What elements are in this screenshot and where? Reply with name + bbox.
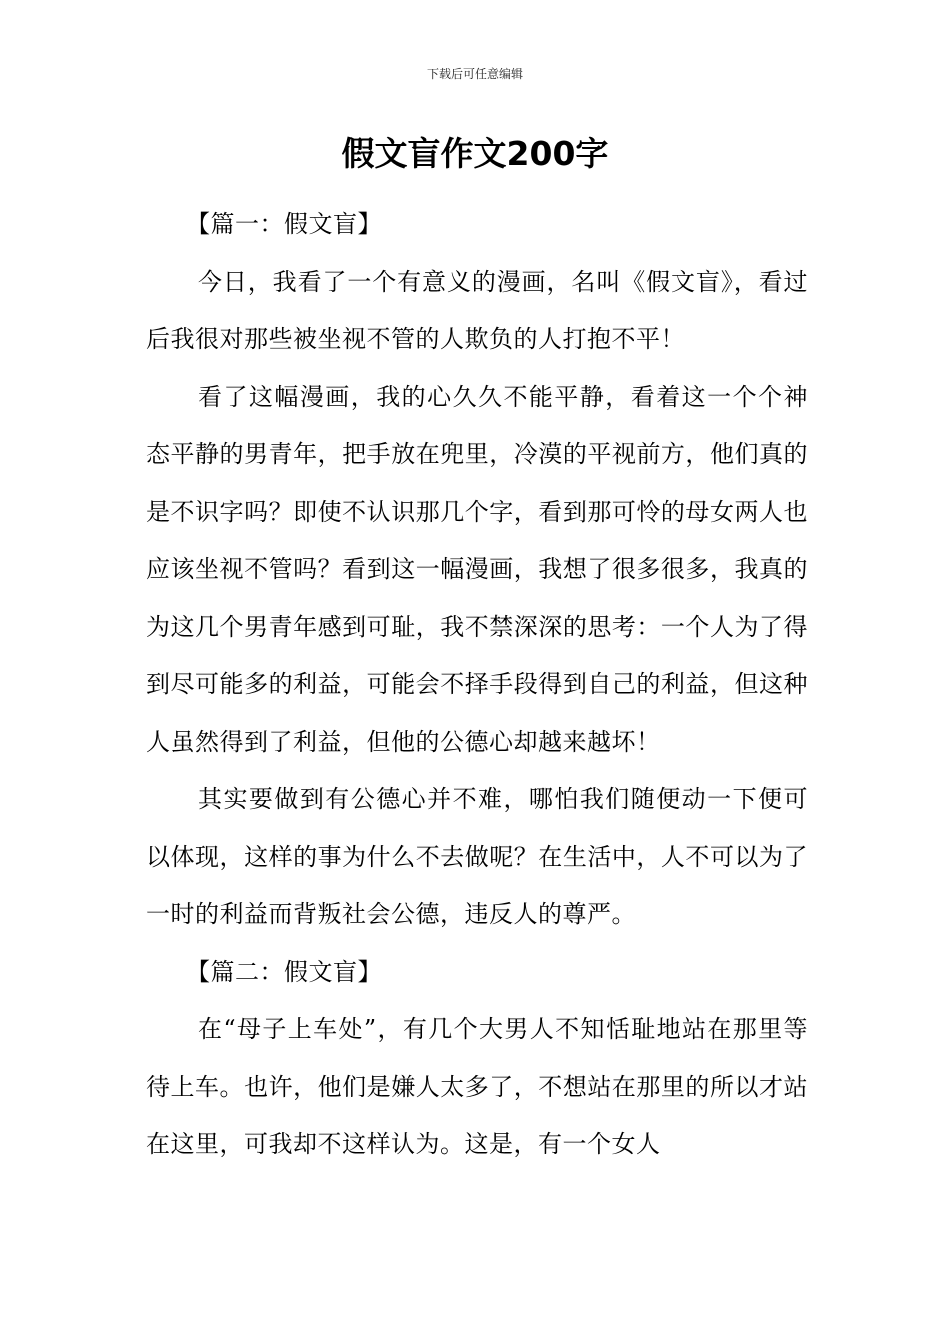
- section-heading-2: 【篇二：假文盲】: [186, 957, 382, 986]
- paragraph-1-1: 今日，我看了一个有意义的漫画，名叫《假文盲》，看过后我很对那些被坐视不管的人欺负的人打抱不平！: [146, 267, 808, 353]
- section-heading-1: 【篇一：假文盲】: [186, 210, 382, 238]
- page-header-note: 下载后可任意编辑: [426, 67, 523, 81]
- document-title: 假文盲作文200字: [341, 134, 609, 173]
- paragraph-1-2: 看了这幅漫画，我的心久久不能平静，看着这一个个神态平静的男青年，把手放在兜里，冷漠的平视前方，他们真的是不识字吗？即使不认识那几个字，看到那可怜的母女两人也应该坐视不管吗？看到这一幅漫画，我想了很多很多，我真的为这几个男青年感到可耻，我不禁深深的思考：一个人为了得到尽可能多的利益，可能会不择手段得到自己的利益，但这种人虽然得到了利益，但他的公德心却越来越坏！: [146, 382, 808, 756]
- document-body: [146, 196, 808, 1174]
- paragraph-2-1: 在“母子上车处”，有几个大男人不知恬耻地站在那里等待上车。也许，他们是嫌人太多了，不想站在那里的所以才站在这里，可我却不这样认为。这是，有一个女人: [146, 1015, 808, 1158]
- paragraph-1-3: 其实要做到有公德心并不难，哪怕我们随便动一下便可以体现，这样的事为什么不去做呢？在生活中，人不可以为了一时的利益而背叛社会公德，违反人的尊严。: [146, 785, 808, 928]
